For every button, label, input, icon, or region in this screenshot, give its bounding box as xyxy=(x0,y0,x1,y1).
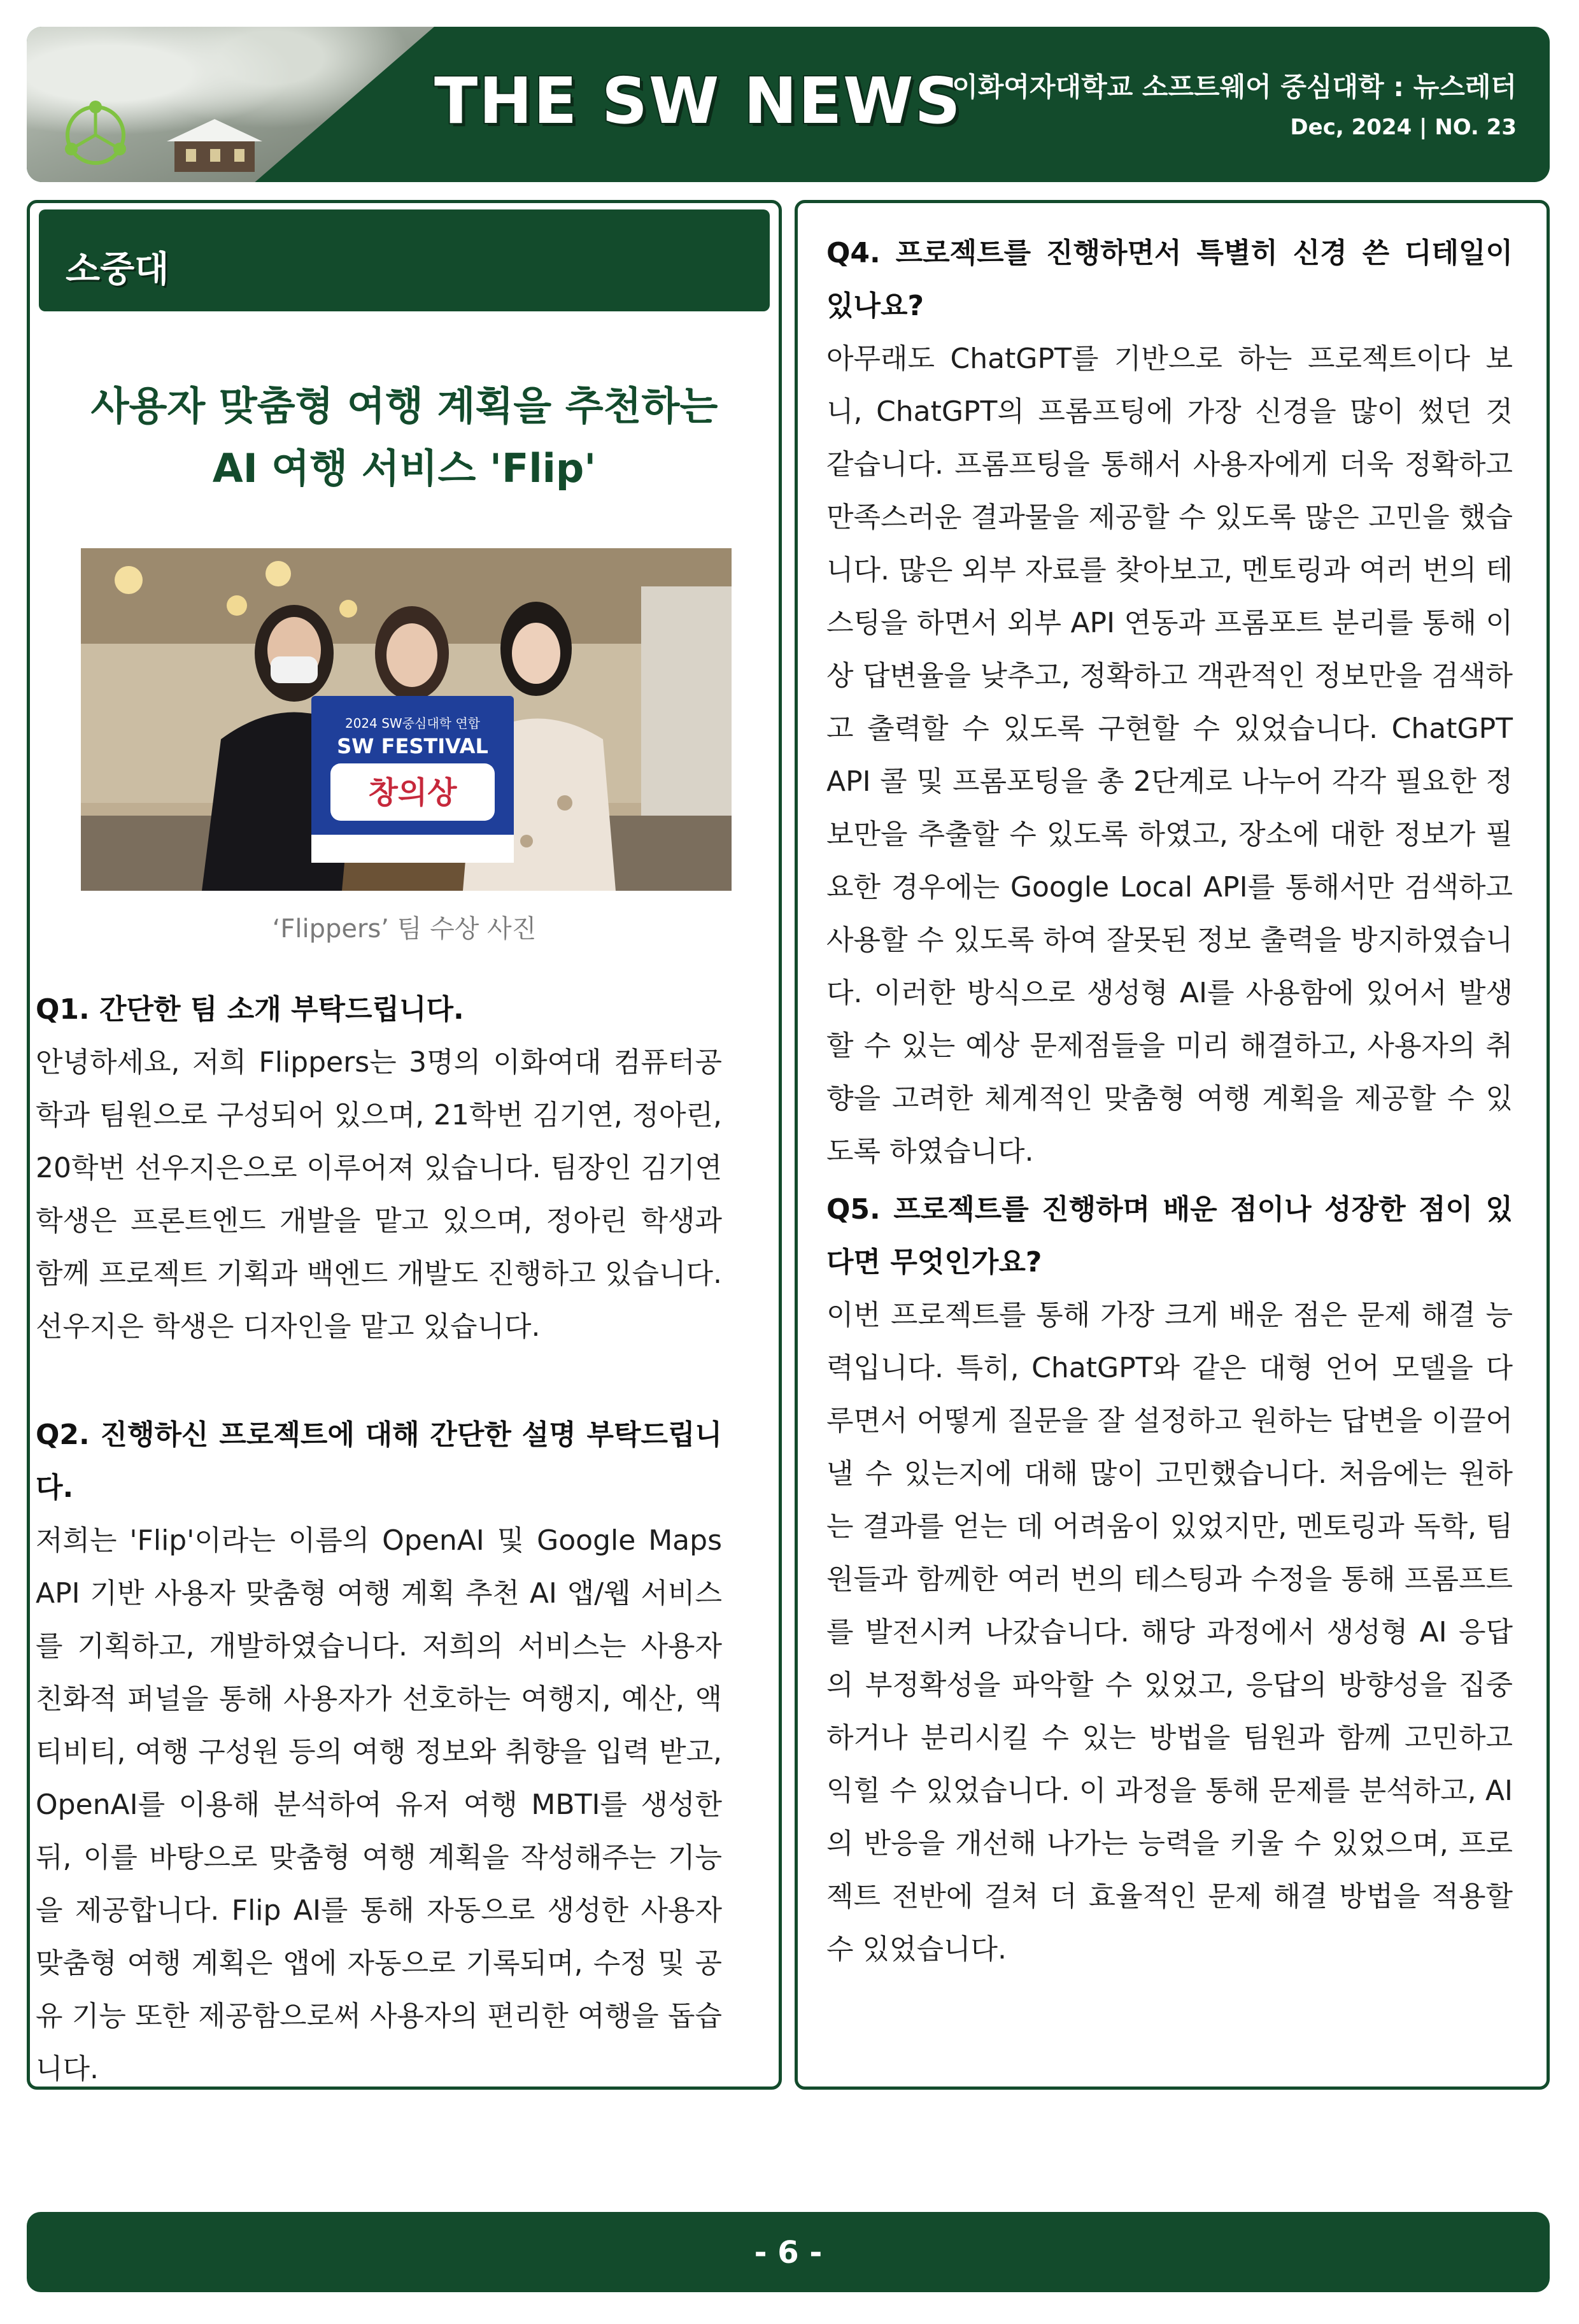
sign-award-text: 창의상 xyxy=(368,775,457,811)
photo-caption: ‘Flippers’ 팀 수상 사진 xyxy=(272,914,537,944)
article-title-line-1: 사용자 맞춤형 여행 계획을 추천하는 xyxy=(90,383,718,429)
section-label: 소중대 xyxy=(66,249,169,290)
answer-5: 이번 프로젝트를 통해 가장 크게 배운 점은 문제 해결 능력입니다. 특히, ChatGPT와 같은 대형 언어 모델을 다루면서 어떻게 질문을 잘 설정하고 원하는 답변을 이끌어낼 수 있는지에 대해 많이 고민했습니다. 처음에는 원하는 결과를 얻는 데 어려움이 있었지만, 멘토링과 독학, 팀원들과 함께한 여러 번의 테스팅과 수정을 통해 프롬프트를 발전시켜 나갔습니다. 해당 과정에서 생성형 AI 응답의 부정확성을 파악할 수 있었고, 응답의 방향성을 집중하거나 분리시킬 수 있는 방법을 팀원과 함께 고민하고 익힐 수 있었습니다. 이 과정을 통해 문제를 분석하고, AI의 반응을 개선해 나가는 능력을 키울 수 있었으며, 프로젝트 전반에 걸쳐 더 효율적인 문제 해결 방법을 적용할 수 있었습니다. xyxy=(826,1299,1513,1966)
question-1: Q1. 간단한 팀 소개 부탁드립니다. xyxy=(36,993,464,1026)
header-winter-photo xyxy=(27,27,434,182)
page-number: - 6 - xyxy=(754,2235,823,2271)
newsletter-org: 이화여자대학교 소프트웨어 중심대학 : 뉴스레터 xyxy=(952,71,1517,103)
qa-block-4 xyxy=(826,227,1513,1178)
article-title xyxy=(30,375,779,500)
answer-1: 안녕하세요, 저희 Flippers는 3명의 이화여대 컴퓨터공학과 팀원으로 구성되어 있으며, 21학번 김기연, 정아린, 20학번 선우지은으로 이루어져 있습니다. 팀장인 김기연 학생은 프론트엔드 개발을 맡고 있으며, 정아린 학생과 함께 프로젝트 기획과 백엔드 개발도 진행하고 있습니다. 선우지은 학생은 디자인을 맡고 있습니다. xyxy=(36,1046,722,1343)
sign-top-text: 2024 SW중심대학 연합 xyxy=(344,716,481,731)
question-4: Q4. 프로젝트를 진행하면서 특별히 신경 쓴 디테일이 있나요? xyxy=(826,237,1513,322)
section-bar xyxy=(39,209,770,311)
issue-info: Dec, 2024 | NO. 23 xyxy=(1290,115,1517,140)
newsletter-title: THE SW NEWS xyxy=(434,64,962,138)
answer-4: 아무래도 ChatGPT를 기반으로 하는 프로젝트이다 보니, ChatGPT의 프롬프팅에 가장 신경을 많이 썼던 것 같습니다. 프롬프팅을 통해서 사용자에게 더욱 정확하고 만족스러운 결과물을 제공할 수 있도록 많은 고민을 했습니다. 많은 외부 자료를 찾아보고, 멘토링과 여러 번의 테스팅을 하면서 외부 API 연동과 프롬포트 분리를 통해 이상 답변율을 낮추고, 정확하고 객관적인 정보만을 검색하고 출력할 수 있도록 구현할 수 있었습니다. ChatGPT API 콜 및 프롬포팅을 총 2단계로 나누어 각각 필요한 정보만을 추출할 수 있도록 하였고, 장소에 대한 정보가 필요한 경우에는 Google Local API를 통해서만 검색하고 사용할 수 있도록 하여 잘못된 정보 출력을 방지하였습니다. 이러한 방식으로 생성형 AI를 사용함에 있어서 발생할 수 있는 예상 문제점들을 미리 해결하고, 사용자의 취향을 고려한 체계적인 맞춤형 여행 계획을 제공할 수 있도록 하였습니다. xyxy=(826,343,1513,1168)
team-award-photo xyxy=(81,548,732,891)
article-title-line-2: AI 여행 서비스 'Flip' xyxy=(212,445,597,492)
question-5: Q5. 프로젝트를 진행하며 배운 점이나 성장한 점이 있다면 무엇인가요? xyxy=(826,1193,1513,1279)
qa-block-2 xyxy=(36,1408,722,2095)
network-logo-icon xyxy=(57,97,134,173)
qa-block-5 xyxy=(826,1183,1513,1976)
snowy-house-illustration xyxy=(160,116,269,173)
question-2: Q2. 진행하신 프로젝트에 대해 간단한 설명 부탁드립니다. xyxy=(36,1419,722,1504)
page-footer xyxy=(27,2212,1550,2292)
newsletter-header xyxy=(27,27,1550,182)
qa-block-1 xyxy=(36,983,722,1353)
answer-2: 저희는 'Flip'이라는 이름의 OpenAI 및 Google Maps API 기반 사용자 맞춤형 여행 계획 추천 AI 앱/웹 서비스를 기획하고, 개발하였습니다. 저희의 서비스는 사용자 친화적 퍼널을 통해 사용자가 선호하는 여행지, 예산, 액티비티, 여행 구성원 등의 여행 정보와 취향을 입력 받고, OpenAI를 이용해 분석하여 유저 여행 MBTI를 생성한 뒤, 이를 바탕으로 맞춤형 여행 계획을 작성해주는 기능을 제공합니다. Flip AI를 통해 자동으로 생성한 사용자 맞춤형 여행 계획은 앱에 자동으로 기록되며, 수정 및 공유 기능 또한 제공함으로써 사용자의 편리한 여행을 돕습니다. xyxy=(36,1524,722,2085)
sign-event-text: SW FESTIVAL xyxy=(337,734,488,758)
